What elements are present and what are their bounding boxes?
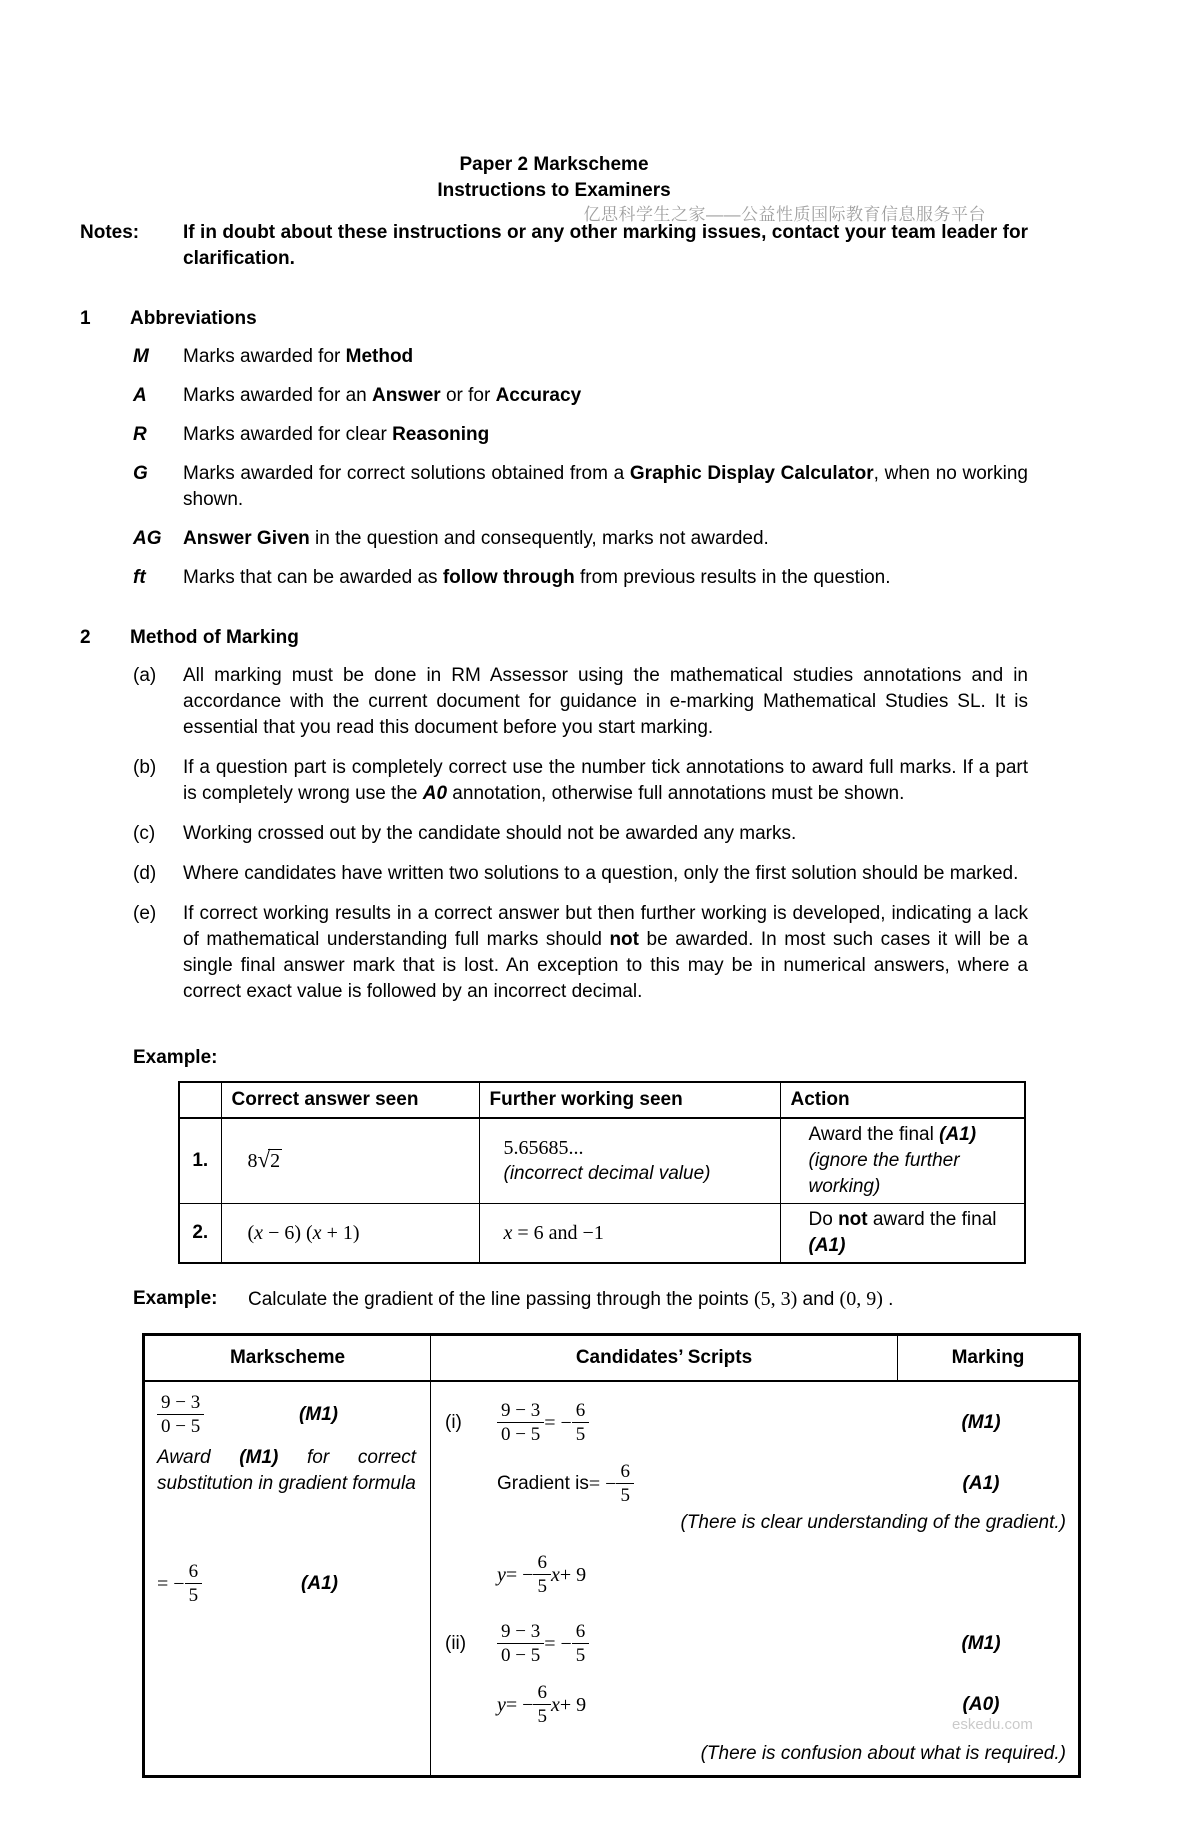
- math-point: (0, 9): [839, 1288, 883, 1310]
- math-operator: = −: [505, 1693, 534, 1716]
- header-cell-empty: [179, 1082, 221, 1118]
- method-text: [183, 901, 1028, 1005]
- table-row: [179, 1204, 1025, 1264]
- equation: [497, 1552, 1066, 1597]
- bold-segment: Graphic Display Calculator: [629, 463, 874, 484]
- fraction-denominator: 5: [537, 1576, 547, 1597]
- header-cell-candidates-scripts: Candidates’ Scripts: [431, 1336, 898, 1380]
- abbreviation-key: AG: [133, 528, 162, 549]
- abbreviation-key: ft: [133, 567, 146, 588]
- example-1-label: Example:: [133, 1047, 218, 1068]
- math-operator: = −: [544, 1632, 572, 1655]
- text-segment: in the question and consequently, marks not awarded.: [309, 528, 769, 549]
- equation: [497, 1621, 896, 1666]
- abbreviation-text: [183, 565, 1028, 591]
- header-cell-further-working: Further working seen: [479, 1082, 780, 1118]
- further-working-cell: [479, 1204, 780, 1264]
- text-segment: Gradient is: [497, 1472, 589, 1494]
- table-header-row: [179, 1082, 1025, 1118]
- method-label: (e): [133, 903, 157, 924]
- text-segment: Marks awarded for: [183, 346, 346, 367]
- markscheme-note: [157, 1445, 416, 1497]
- header-watermark: 亿思科学生之家——公益性质国际教育信息服务平台: [583, 205, 986, 224]
- notes-text: If in doubt about these instructions or any other marking issues, contact your team leader for clarification.: [183, 222, 1028, 269]
- equation: [497, 1461, 896, 1506]
- section-2-number: 2: [80, 627, 91, 648]
- method-item-d: [133, 861, 1028, 887]
- script-item-label: (i): [445, 1411, 462, 1433]
- abbreviation-key: M: [133, 346, 149, 367]
- text-segment: Marks awarded for an: [183, 385, 373, 406]
- example-2-text: [248, 1286, 893, 1313]
- fraction: [185, 1561, 203, 1606]
- mark-annotation: (A1): [939, 1124, 977, 1145]
- text-segment: Marks awarded for correct solutions obtained from a: [183, 463, 630, 484]
- header-cell-action: Action: [780, 1082, 1025, 1118]
- fraction: [572, 1621, 590, 1666]
- example-2-label: Example:: [133, 1288, 218, 1309]
- example-2-line: [133, 1286, 1028, 1313]
- text-segment: from previous results in the question.: [574, 567, 891, 588]
- example-1-table: [178, 1081, 1026, 1264]
- text-segment: Calculate the gradient of the line passing through the points: [248, 1289, 754, 1310]
- markscheme-table: [142, 1333, 1081, 1778]
- math-variable: y: [497, 1563, 506, 1586]
- abbreviation-item-a: [133, 383, 1028, 409]
- fraction: [616, 1461, 634, 1506]
- abbreviation-text: [183, 383, 1028, 409]
- fraction-numerator: 6: [616, 1461, 634, 1484]
- math-variable: x: [550, 1693, 560, 1716]
- math-operator: = −: [588, 1472, 617, 1495]
- math-text: − 6) (: [263, 1221, 313, 1244]
- math-variable: x: [254, 1221, 264, 1244]
- text-segment: .: [882, 1289, 894, 1310]
- section-1-number: 1: [80, 308, 91, 329]
- markscheme-table-body: [145, 1382, 1078, 1775]
- fraction-denominator: 5: [188, 1585, 199, 1606]
- mark-annotation: (A1): [962, 1472, 1000, 1494]
- fraction-denominator: 0 − 5: [501, 1424, 541, 1445]
- mark-annotation: (M1): [961, 1632, 1001, 1654]
- method-item-c: [133, 821, 1028, 847]
- method-text: [183, 755, 1028, 807]
- abbreviation-text: [183, 344, 1028, 370]
- text-segment: , when no working shown.: [183, 463, 1028, 510]
- method-text: All marking must be done in RM Assessor using the mathematical studies annotations and in accordance with the current document for guidance in e-marking Mathematical Studies SL. It is essential that you read this document before you start marking.: [183, 665, 1028, 738]
- text-segment: and: [797, 1289, 840, 1310]
- markscheme-step-1: [157, 1392, 416, 1437]
- math-text: + 9: [559, 1693, 587, 1716]
- bold-segment: not: [609, 929, 639, 950]
- header-cell-marking: Marking: [951, 1347, 1025, 1368]
- math-coefficient: 8: [247, 1150, 258, 1172]
- bold-segment: not: [838, 1209, 868, 1230]
- document-page: [0, 152, 1191, 1837]
- method-text: Working crossed out by the candidate should not be awarded any marks.: [183, 823, 797, 844]
- title-line-1: Paper 2 Markscheme: [459, 154, 649, 175]
- math-text: + 1): [321, 1221, 360, 1244]
- math-text: (: [247, 1221, 255, 1244]
- fraction: [572, 1400, 590, 1445]
- method-text: Where candidates have written two solutions to a question, only the first solution should be marked.: [183, 863, 1019, 884]
- abbreviation-text: [183, 422, 1028, 448]
- method-item-e: [133, 901, 1028, 1005]
- further-working-cell: [479, 1118, 780, 1204]
- abbreviation-item-g: [133, 461, 1028, 513]
- abbreviation-key: A: [133, 385, 147, 406]
- markscheme-step-2: [157, 1561, 416, 1606]
- fraction-numerator: 6: [533, 1682, 551, 1705]
- fraction: [497, 1400, 544, 1445]
- script-line-i: [445, 1400, 1066, 1445]
- bold-segment: Answer: [372, 385, 441, 406]
- mark-annotation: (M1): [239, 1447, 279, 1468]
- footer-watermark: eskedu.com: [952, 1716, 1033, 1733]
- text-segment: be awarded. In most such cases it will be a single final answer mark that is lost. An exception to this may be in numerical answers, where a correct exact value is followed by an incorrect decimal.: [183, 929, 1028, 1002]
- mark-annotation: (M1): [961, 1411, 1001, 1433]
- correct-answer-cell: [221, 1204, 479, 1264]
- further-working-note: (incorrect decimal value): [503, 1163, 711, 1184]
- script-item-label: (ii): [445, 1632, 467, 1654]
- math-variable: y: [497, 1693, 506, 1716]
- text-segment: Marks awarded for clear: [183, 424, 393, 445]
- math-operator: = −: [157, 1572, 185, 1595]
- text-segment: Marks that can be awarded as: [183, 567, 443, 588]
- markscheme-table-header: [145, 1336, 1078, 1382]
- abbreviation-item-ag: [133, 526, 1028, 552]
- fraction-numerator: 9 − 3: [497, 1621, 544, 1644]
- mark-annotation: (A1): [808, 1235, 846, 1256]
- abbreviation-key: R: [133, 424, 147, 445]
- section-1-title: Abbreviations: [130, 308, 257, 329]
- text-segment: for correct substitution in gradient formula: [157, 1447, 416, 1494]
- math-operator: = −: [544, 1411, 572, 1434]
- table-row: [179, 1118, 1025, 1204]
- math-variable: x: [503, 1221, 513, 1244]
- fraction-numerator: 9 − 3: [157, 1392, 204, 1415]
- abbreviation-key: G: [133, 463, 148, 484]
- document-title: [80, 152, 1028, 204]
- action-cell: [780, 1204, 1025, 1264]
- script-line-gradient: [445, 1461, 1066, 1506]
- text-segment: Do: [808, 1209, 839, 1230]
- fraction-numerator: 6: [572, 1400, 590, 1423]
- fraction: [533, 1552, 551, 1597]
- equation: [497, 1400, 896, 1445]
- script-note-1: (There is clear understanding of the gradient.): [680, 1512, 1066, 1533]
- text-segment: annotation, otherwise full annotations must be shown.: [447, 783, 905, 804]
- fraction-numerator: 6: [533, 1552, 551, 1575]
- fraction-denominator: 0 − 5: [501, 1645, 541, 1666]
- text-segment: If correct working results in a correct answer but then further working is developed, indicating a lack of mathematical understanding full marks should: [183, 903, 1028, 950]
- bold-segment: Method: [345, 346, 414, 367]
- fraction: [157, 1392, 204, 1437]
- fraction-denominator: 5: [575, 1424, 586, 1445]
- equation: [497, 1682, 896, 1727]
- radicand: 2: [270, 1150, 281, 1172]
- fraction-numerator: 6: [572, 1621, 590, 1644]
- section-1-heading: [80, 306, 1028, 332]
- action-note: (ignore the further working): [808, 1150, 960, 1197]
- title-line-2: Instructions to Examiners: [437, 180, 671, 201]
- header-cell-markscheme: Markscheme: [145, 1336, 431, 1380]
- section-2-heading: [80, 625, 1028, 651]
- bold-segment: Answer Given: [183, 528, 310, 549]
- abbreviation-item-m: [133, 344, 1028, 370]
- bold-italic-segment: A0: [422, 783, 448, 804]
- fraction-denominator: 5: [537, 1706, 547, 1727]
- section-2-title: Method of Marking: [130, 627, 299, 648]
- text-segment: If a question part is completely correct use the number tick annotations to award full marks. If a part is completely wrong use the: [183, 757, 1028, 804]
- row-number-cell: 2.: [179, 1204, 221, 1264]
- fraction-denominator: 0 − 5: [161, 1416, 201, 1437]
- method-label: (d): [133, 863, 157, 884]
- action-cell: [780, 1118, 1025, 1204]
- decimal-value: 5.65685...: [503, 1137, 584, 1159]
- method-item-a: [133, 663, 1028, 741]
- math-variable: x: [312, 1221, 322, 1244]
- correct-answer-cell: [221, 1118, 479, 1204]
- fraction: [533, 1682, 551, 1727]
- mark-annotation: (M1): [298, 1403, 338, 1425]
- math-variable: x: [550, 1563, 560, 1586]
- fraction-denominator: 5: [575, 1645, 586, 1666]
- math-point: (5, 3): [753, 1288, 798, 1310]
- script-line-ii: [445, 1621, 1066, 1666]
- fraction-numerator: 9 − 3: [497, 1400, 544, 1423]
- bold-segment: Accuracy: [495, 385, 582, 406]
- method-label: (a): [133, 665, 157, 686]
- mark-annotation: (A1): [301, 1572, 338, 1594]
- method-item-b: [133, 755, 1028, 807]
- math-text: + 9: [559, 1563, 587, 1586]
- math-operator: = −: [505, 1563, 534, 1586]
- abbreviation-text: [183, 461, 1028, 513]
- text-segment: Award: [157, 1447, 240, 1468]
- mark-annotation: (A0): [962, 1693, 1000, 1715]
- notes-label: Notes:: [80, 222, 140, 243]
- fraction-numerator: 6: [185, 1561, 203, 1584]
- text-segment: or for: [440, 385, 496, 406]
- script-line-y1: [445, 1552, 1066, 1597]
- abbreviation-item-r: [133, 422, 1028, 448]
- fraction-denominator: 5: [620, 1485, 630, 1506]
- method-label: (c): [133, 823, 156, 844]
- script-note-2: (There is confusion about what is required.): [700, 1743, 1066, 1764]
- text-segment: award the final: [867, 1209, 997, 1230]
- abbreviation-text: [183, 526, 1028, 552]
- bold-segment: Reasoning: [392, 424, 490, 445]
- bold-segment: follow through: [442, 567, 575, 588]
- method-label: (b): [133, 757, 157, 778]
- markscheme-cell: [145, 1382, 431, 1775]
- header-cell-correct-answer: Correct answer seen: [221, 1082, 479, 1118]
- action-line: [809, 1122, 1017, 1148]
- radical-sign: √: [257, 1147, 271, 1172]
- text-segment: Award the final: [808, 1124, 940, 1145]
- abbreviation-item-ft: [133, 565, 1028, 591]
- fraction: [497, 1621, 544, 1666]
- row-number-cell: 1.: [179, 1118, 221, 1204]
- math-text: = 6 and −1: [512, 1221, 604, 1244]
